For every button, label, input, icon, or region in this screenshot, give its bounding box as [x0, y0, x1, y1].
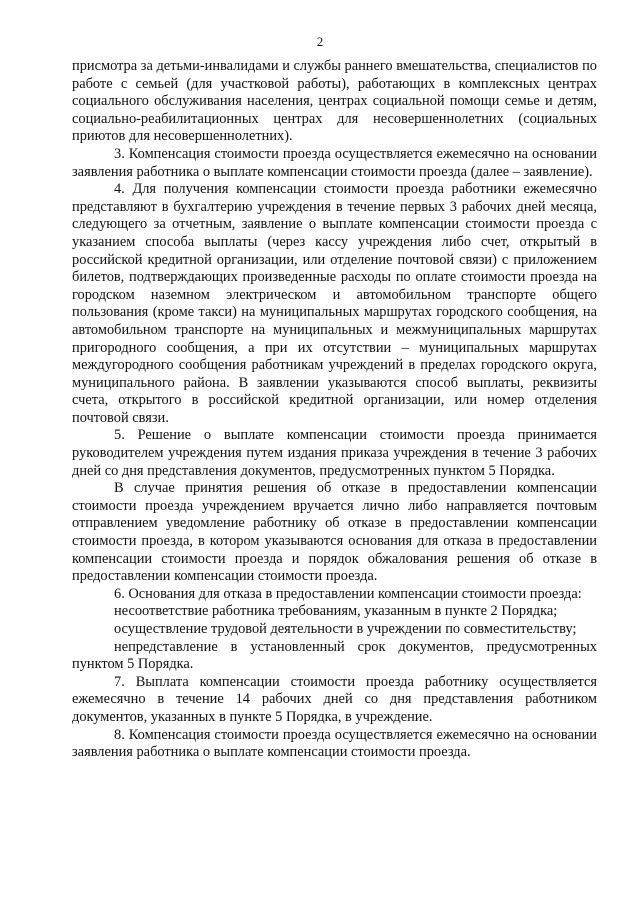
paragraph-item-5: 5. Решение о выплате компенсации стоимости проезда принимается руководителем учреждения путем издания приказа учреждения в течение 3 рабочих дней со дня представления документов, предусмотренных пунктом 5 Порядка.: [72, 427, 597, 479]
paragraph-item-6: 6. Основания для отказа в предоставлении компенсации стоимости проезда:: [114, 585, 582, 602]
refusal-ground-3: непредставление в установленный срок документов, предусмотренных пунктом 5 Порядка.: [72, 638, 597, 673]
refusal-ground-2: осуществление трудовой деятельности в учреждении по совместительству;: [114, 621, 577, 637]
paragraph-continuation: присмотра за детьми-инвалидами и службы раннего вмешательства, специалистов по работе с семьей (для участковой работы), работающих в комплексных центрах социального обслуживания населения, центрах социальной помощи семье и детям, социально-реабилитационных центрах для несовершеннолетних (социальных приютов для несовершеннолетних).: [72, 58, 597, 145]
paragraph-item-7: 7. Выплата компенсации стоимости проезда работнику осуществляется ежемесячно в течение 14 рабочих дней со дня представления работником документов, указанных в пункте 5 Порядка, в учреждение.: [72, 673, 597, 725]
paragraph-item-4: 4. Для получения компенсации стоимости проезда работники ежемесячно представляют в бухгалтерию учреждения в течение первых 3 рабочих дней месяца, следующего за отчетным, заявление о выплате компенсации стоимости проезда с указанием способа выплаты (через кассу учреждения либо счет, открытый в российской кредитной организации, или отделение почтовой связи) с приложением билетов, подтверждающих произведенные расходы по оплате стоимости проезда на городском наземном электрическом и автомобильном транспорте общего пользования (кроме такси) на муниципальных маршрутах городского сообщения, на автомобильном транспорте на муниципальных и межмуниципальных маршрутах пригородного сообщения, а при их отсутствии – муниципальных маршрутах междугородного сообщения работникам учреждений в пределах городского округа, муниципального района. В заявлении указываются способ выплаты, реквизиты счета, открытого в российской кредитной организации, или номер отделения почтовой связи.: [72, 181, 597, 426]
paragraph-refusal-notice: В случае принятия решения об отказе в предоставлении компенсации стоимости проезда учреждением вручается лично либо направляется почтовым отправлением уведомление работнику об отказе в предоставлении компенсации стоимости проезда, в котором указываются основания для отказа в предоставлении компенсации стоимости проезда и порядок обжалования решения об отказе в предоставлении компенсации стоимости проезда.: [72, 480, 597, 585]
paragraph-item-8: 8. Компенсация стоимости проезда осуществляется ежемесячно на основании заявления работника о выплате компенсации стоимости проезда.: [72, 726, 597, 761]
refusal-ground-1: несоответствие работника требованиям, указанным в пункте 2 Порядка;: [114, 603, 558, 620]
page-number: 2: [316, 34, 324, 49]
paragraph-item-3: 3. Компенсация стоимости проезда осуществляется ежемесячно на основании заявления работника о выплате компенсации стоимости проезда (далее – заявление).: [72, 145, 597, 180]
document-body: [72, 58, 597, 762]
